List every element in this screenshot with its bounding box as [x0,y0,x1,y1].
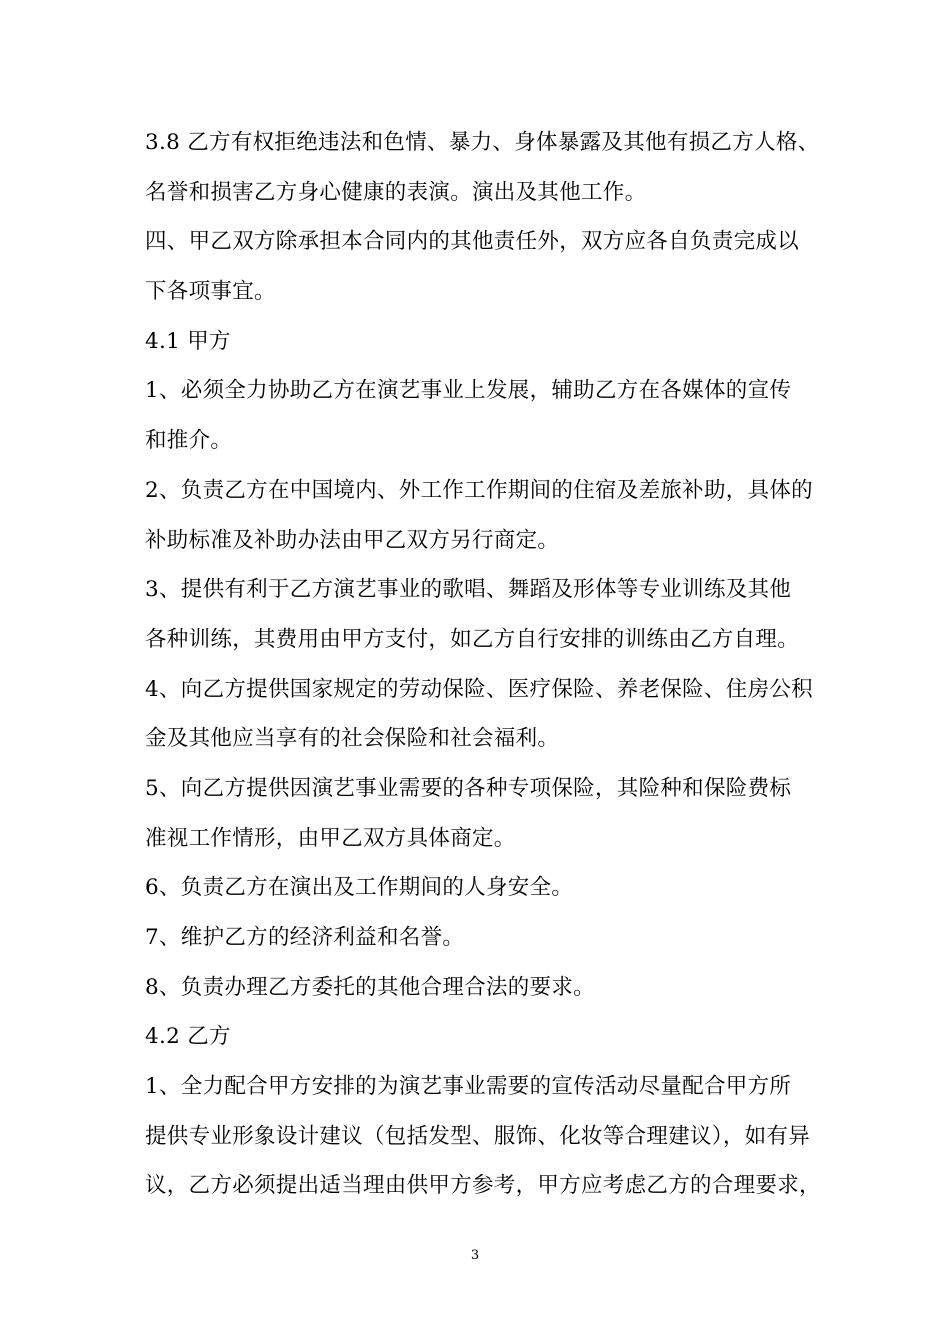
text-line: 7、维护乙方的经济利益和名誉。 [145,925,465,950]
text-line: 下各项事宜。 [145,279,276,305]
text-line: 3.8 乙方有权拒绝违法和色情、暴力、身体暴露及其他有损乙方人格、 [145,130,820,155]
text-line: 5、向乙方提供因演艺事业需要的各种专项保险，其险种和保险费标 [145,775,792,801]
text-line: 4、向乙方提供国家规定的劳动保险、医疗保险、养老保险、住房公积 [145,676,813,702]
contract-body-text [145,118,825,1211]
text-line: 准视工作情形，由甲乙双方具体商定。 [145,825,516,851]
text-line: 补助标准及补助办法由甲乙双方另行商定。 [145,527,560,553]
page-number: 3 [470,1248,480,1263]
text-line: 8、负责办理乙方委托的其他合理合法的要求。 [145,974,595,1000]
text-line: 各种训练，其费用由甲方支付，如乙方自行安排的训练由乙方自理。 [145,626,800,652]
text-line: 议，乙方必须提出适当理由供甲方参考，甲方应考虑乙方的合理要求， [145,1173,821,1199]
text-line: 3、提供有利于乙方演艺事业的歌唱、舞蹈及形体等专业训练及其他 [145,577,792,603]
text-line: 四、甲乙双方除承担本合同内的其他责任外，双方应各自负责完成以 [145,229,800,255]
text-line: 名誉和损害乙方身心健康的表演。演出及其他工作。 [145,179,647,205]
text-line: 2、负责乙方在中国境内、外工作工作期间的住宿及差旅补助，具体的 [145,477,813,503]
text-line: 6、负责乙方在演出及工作期间的人身安全。 [145,875,574,901]
text-line: 提供专业形象设计建议（包括发型、服饰、化妆等合理建议），如有异 [145,1123,811,1149]
text-line: 和推介。 [145,428,233,454]
text-line: 1、全力配合甲方安排的为演艺事业需要的宣传活动尽量配合甲方所 [145,1074,792,1100]
text-line: 金及其他应当享有的社会保险和社会福利。 [145,726,560,752]
text-line: 1、必须全力协助乙方在演艺事业上发展，辅助乙方在各媒体的宣传 [145,378,792,404]
text-line: 4.2 乙方 [145,1024,231,1050]
text-line: 4.1 甲方 [145,328,231,354]
